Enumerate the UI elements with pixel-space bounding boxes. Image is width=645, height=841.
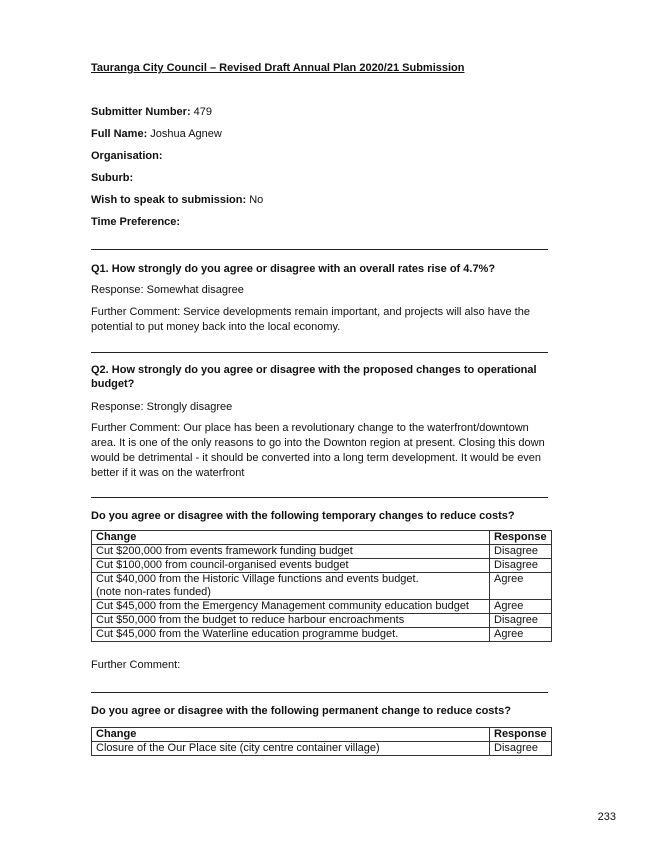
full-name-field: [91, 128, 222, 140]
section-divider: [91, 352, 548, 353]
table-cell-change: Cut $45,000 from the Emergency Management community education budget: [92, 600, 490, 614]
table-cell-change: Closure of the Our Place site (city centre container village): [92, 742, 490, 756]
time-preference-field: [91, 216, 180, 228]
table-row: [92, 742, 552, 756]
table-cell-response: Agree: [490, 573, 552, 600]
table-header-change: Change: [92, 531, 490, 545]
table-row: [92, 559, 552, 573]
table-row: [92, 545, 552, 559]
q2-response: Response: Strongly disagree: [91, 401, 233, 413]
page-number: 233: [597, 811, 616, 823]
temp-changes-table: [91, 530, 552, 642]
table-cell-change: Cut $40,000 from the Historic Village functions and events budget. (note non-rates funded): [92, 573, 490, 600]
table-cell-response: Disagree: [490, 545, 552, 559]
table-row: [92, 573, 552, 600]
suburb-field: [91, 172, 133, 184]
section-divider: [91, 497, 548, 498]
table-row: [92, 628, 552, 642]
table-cell-change: Cut $100,000 from council-organised events budget: [92, 559, 490, 573]
temp-changes-question: Do you agree or disagree with the following temporary changes to reduce costs?: [91, 510, 515, 522]
field-value: 479: [190, 106, 213, 118]
table-header-row: [92, 531, 552, 545]
temp-changes-comment: Further Comment:: [91, 659, 181, 671]
q1-question: Q1. How strongly do you agree or disagree with an overall rates rise of 4.7%?: [91, 263, 496, 275]
field-value: No: [246, 194, 264, 206]
organisation-field: [91, 150, 163, 162]
submitter-number-field: [91, 106, 212, 118]
table-cell-response: Disagree: [490, 559, 552, 573]
field-value: Joshua Agnew: [147, 128, 222, 140]
wish-to-speak-field: [91, 194, 263, 206]
table-cell-change: Cut $200,000 from events framework funding budget: [92, 545, 490, 559]
q1-comment: Further Comment: Service developments remain important, and projects will also have the potential to put money back into the local economy.: [91, 306, 530, 333]
section-divider: [91, 692, 548, 693]
field-label: Submitter Number:: [91, 106, 191, 118]
field-label: Wish to speak to submission:: [91, 194, 247, 206]
perm-change-table: [91, 727, 552, 756]
field-label: Suburb:: [91, 172, 134, 184]
section-divider: [91, 249, 548, 250]
table-row: [92, 600, 552, 614]
q2-comment: Further Comment: Our place has been a revolutionary change to the waterfront/downtown area. It is one of the only reasons to go into the Downton region at present. Closing this down would be detrimental - it should be converted into a long term development. It would be even better if it was on the waterfront: [91, 422, 545, 479]
table-header-row: [92, 728, 552, 742]
table-cell-response: Disagree: [490, 614, 552, 628]
table-header-response: Response: [490, 531, 552, 545]
field-label: Full Name:: [91, 128, 148, 140]
table-cell-change: Cut $50,000 from the budget to reduce harbour encroachments: [92, 614, 490, 628]
table-header-response: Response: [490, 728, 552, 742]
table-header-change: Change: [92, 728, 490, 742]
table-cell-response: Agree: [490, 600, 552, 614]
perm-change-question: Do you agree or disagree with the following permanent change to reduce costs?: [91, 705, 511, 717]
document-title: Tauranga City Council – Revised Draft Annual Plan 2020/21 Submission: [91, 62, 465, 74]
table-cell-response: Disagree: [490, 742, 552, 756]
q2-question: Q2. How strongly do you agree or disagree with the proposed changes to operational budget?: [91, 364, 537, 390]
q1-response: Response: Somewhat disagree: [91, 284, 244, 296]
table-cell-response: Agree: [490, 628, 552, 642]
table-row: [92, 614, 552, 628]
table-cell-change: Cut $45,000 from the Waterline education programme budget.: [92, 628, 490, 642]
field-label: Organisation:: [91, 150, 163, 162]
field-label: Time Preference:: [91, 216, 181, 228]
